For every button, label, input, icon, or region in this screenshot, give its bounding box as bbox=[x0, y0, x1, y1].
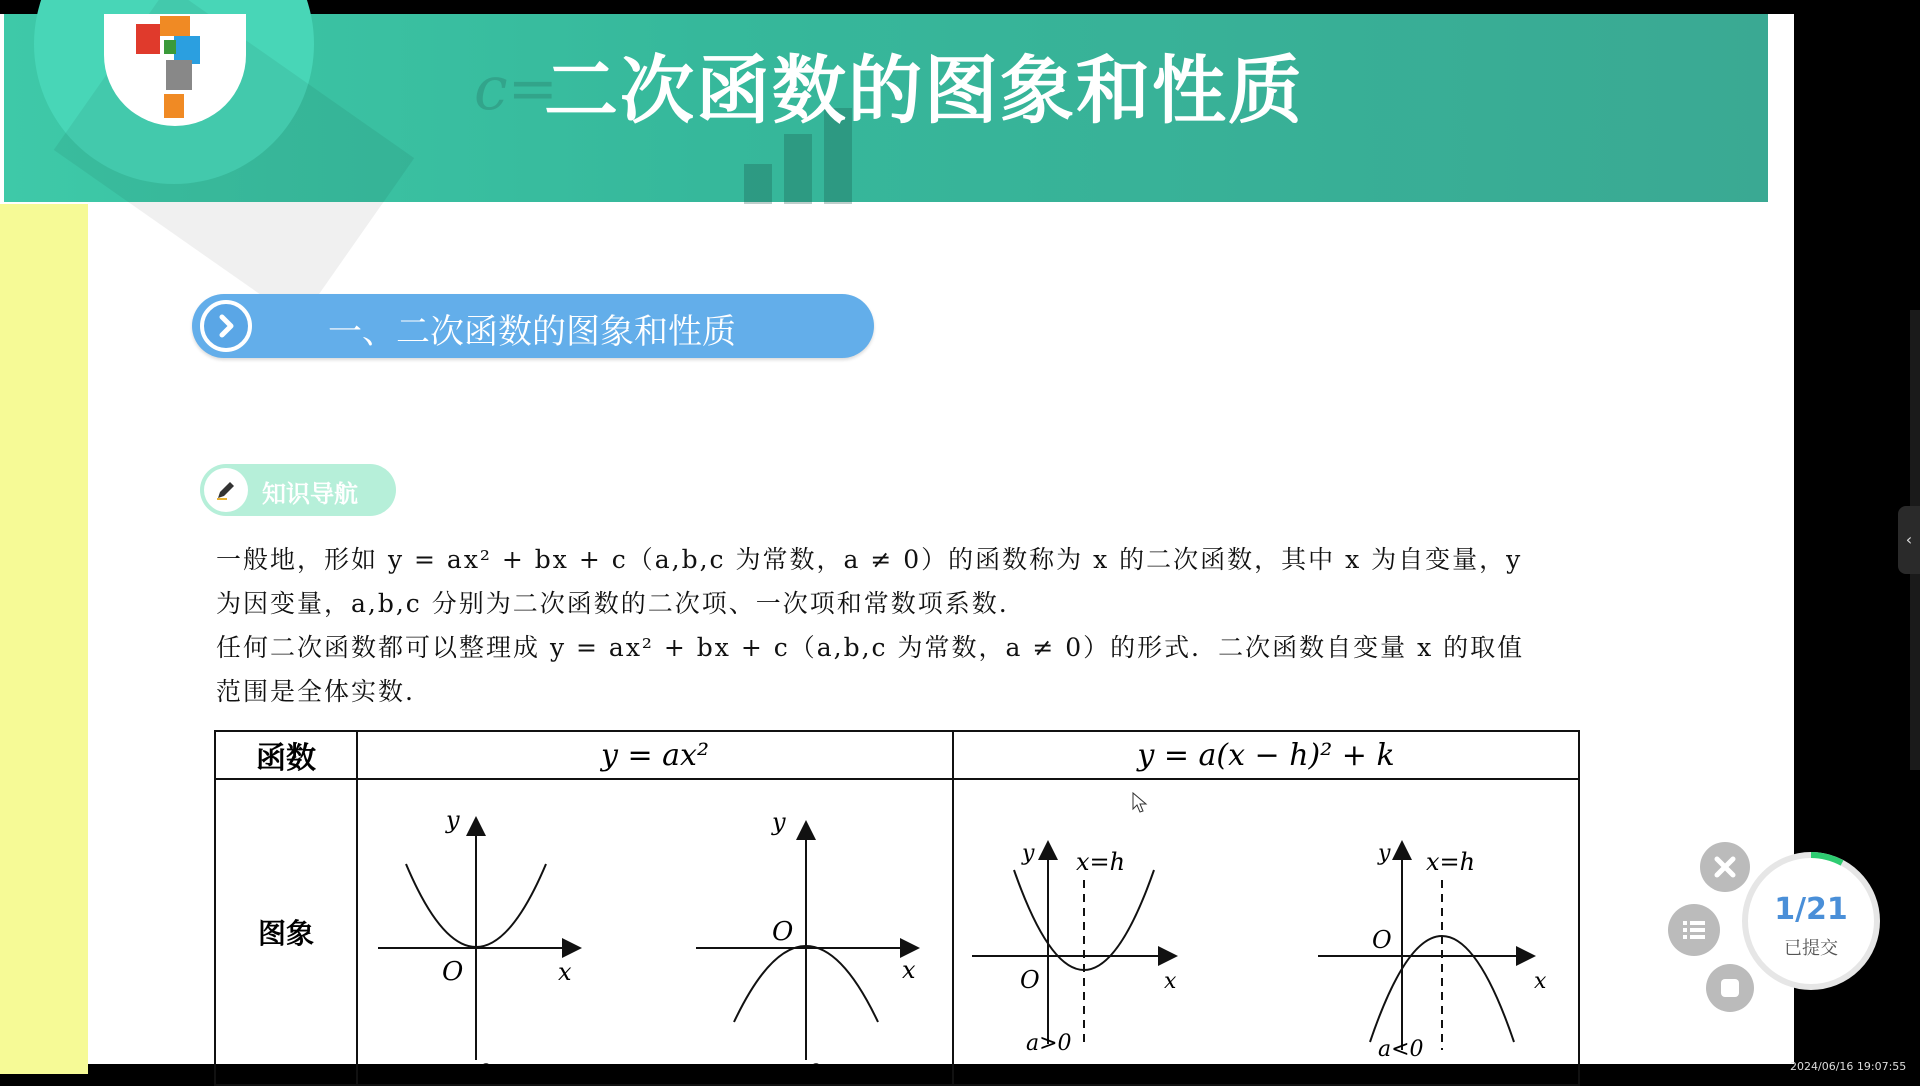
graph-shifted-parabolas bbox=[954, 780, 1578, 1080]
mouse-cursor-icon bbox=[1132, 792, 1148, 814]
header-formula-decoration: c= bbox=[474, 54, 558, 124]
graph3-x-label: x bbox=[1164, 969, 1177, 994]
table-row-graph-header: 图象 bbox=[215, 779, 357, 1085]
slide bbox=[0, 14, 1794, 1086]
section-heading bbox=[192, 294, 874, 358]
collapse-panel-tab[interactable]: ‹ bbox=[1898, 506, 1920, 574]
graph-cell-shifted bbox=[953, 779, 1579, 1085]
graph4-x-label: x bbox=[1534, 969, 1547, 994]
graph2-origin-label: O bbox=[772, 917, 794, 947]
knowledge-nav-badge bbox=[200, 464, 396, 516]
graph-cell-basic bbox=[357, 779, 953, 1085]
graph2-y-label: y bbox=[772, 808, 786, 836]
graph4-origin-label: O bbox=[1372, 926, 1392, 954]
slide-title: 二次函数的图象和性质 bbox=[544, 48, 1304, 134]
pencil-icon bbox=[204, 468, 248, 512]
graph3-origin-label: O bbox=[1020, 966, 1040, 994]
table-header-function: 函数 bbox=[215, 731, 357, 779]
section-heading-label: 一、二次函数的图象和性质 bbox=[328, 312, 736, 352]
domain-line-2: 范围是全体实数. bbox=[216, 677, 415, 706]
graph1-y-label: y bbox=[446, 806, 460, 834]
list-button[interactable] bbox=[1668, 904, 1720, 956]
graph-basic-parabolas bbox=[358, 780, 952, 1086]
graph4-xh-label: x=h bbox=[1426, 848, 1476, 876]
chevron-right-icon bbox=[200, 300, 252, 352]
graph1-x-label: x bbox=[558, 958, 572, 986]
graph4-y-label: y bbox=[1378, 841, 1391, 866]
timestamp: 2024/06/16 19:07:55 bbox=[1790, 1060, 1907, 1073]
table-header-vertex-form: y = ax² bbox=[357, 731, 953, 779]
slide-header bbox=[4, 14, 1768, 202]
domain-line-1: 任何二次函数都可以整理成 y = ax² + bx + c（a,b,c 为常数，a ≠ 0）的形式．二次函数自变量 x 的取值 bbox=[216, 633, 1525, 662]
graph1-a-label: a>0 bbox=[446, 1061, 492, 1086]
graph2-x-label: x bbox=[902, 956, 916, 984]
graph1-origin-label: O bbox=[442, 957, 464, 987]
function-table bbox=[214, 730, 1580, 1086]
graph4-a-label: a<0 bbox=[1378, 1037, 1424, 1062]
graph3-a-label: a>0 bbox=[1026, 1031, 1072, 1056]
graph3-y-label: y bbox=[1022, 841, 1035, 866]
submission-progress[interactable] bbox=[1742, 852, 1880, 990]
definition-paragraph bbox=[216, 538, 1556, 714]
progress-status: 已提交 bbox=[1784, 938, 1838, 959]
graph2-a-label: a<0 bbox=[776, 1061, 822, 1086]
progress-count: 1/21 bbox=[1774, 892, 1848, 927]
table-header-shifted-form: y = a(x − h)² + k bbox=[953, 731, 1579, 779]
knowledge-nav-label: 知识导航 bbox=[262, 480, 358, 508]
left-margin-strip bbox=[0, 204, 88, 1074]
definition-line-2: 为因变量，a,b,c 分别为二次函数的二次项、一次项和常数项系数. bbox=[216, 589, 1009, 618]
definition-line-1: 一般地，形如 y = ax² + bx + c（a,b,c 为常数，a ≠ 0）的函数称为 x 的二次函数，其中 x 为自变量，y bbox=[216, 545, 1523, 574]
graph3-xh-label: x=h bbox=[1076, 848, 1126, 876]
list-icon bbox=[1668, 904, 1720, 956]
